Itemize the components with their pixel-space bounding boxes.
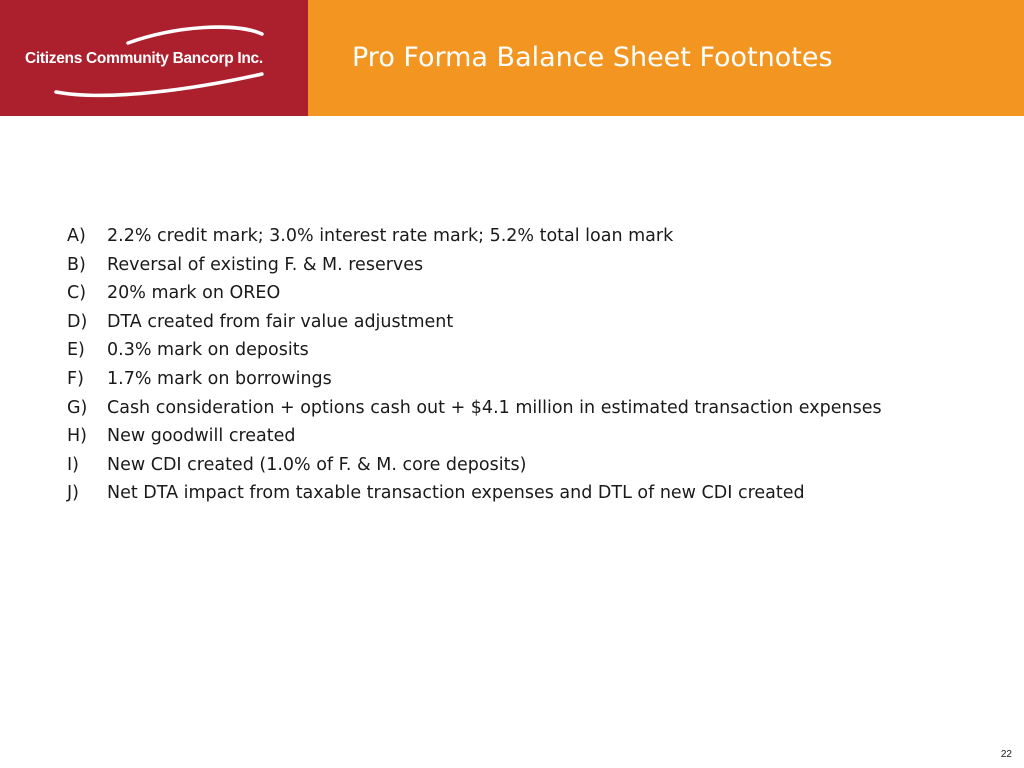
footnote-item — [67, 279, 882, 308]
footnote-list — [67, 222, 882, 508]
footnote-item — [67, 394, 882, 423]
footnote-text: DTA created from fair value adjustment — [107, 311, 454, 332]
footnote-item — [67, 451, 882, 480]
page-title: Pro Forma Balance Sheet Footnotes — [352, 42, 833, 73]
footnote-text: Reversal of existing F. & M. reserves — [107, 254, 424, 275]
footnote-letter: E) — [67, 340, 85, 361]
footnote-text: Cash consideration + options cash out + $4.1 million in estimated transaction expenses — [107, 397, 882, 418]
footnote-letter: D) — [67, 311, 88, 332]
footnote-text: 20% mark on OREO — [107, 283, 281, 304]
footnote-letter: F) — [67, 368, 84, 389]
footnote-item — [67, 479, 882, 508]
footnote-item — [67, 422, 882, 451]
footnote-letter: G) — [67, 397, 88, 418]
footnote-item — [67, 308, 882, 337]
footnote-letter: H) — [67, 426, 87, 447]
footnote-letter: C) — [67, 283, 87, 304]
logo-wordmark: Citizens Community Bancorp Inc. — [25, 50, 263, 67]
footnote-letter: J) — [67, 483, 79, 504]
slide-header — [0, 0, 1024, 116]
footnote-item — [67, 365, 882, 394]
footnote-text: 1.7% mark on borrowings — [107, 368, 332, 389]
page-number: 22 — [1000, 749, 1012, 760]
footnote-item — [67, 251, 882, 280]
footnote-text: Net DTA impact from taxable transaction expenses and DTL of new CDI created — [107, 483, 805, 504]
footnote-text: New CDI created (1.0% of F. & M. core deposits) — [107, 454, 527, 475]
footnote-text: New goodwill created — [107, 426, 296, 447]
footnote-item — [67, 336, 882, 365]
title-banner — [308, 0, 1024, 116]
footnote-text: 0.3% mark on deposits — [107, 340, 309, 361]
footnote-letter: B) — [67, 254, 86, 275]
footnote-text: 2.2% credit mark; 3.0% interest rate mark; 5.2% total loan mark — [107, 226, 674, 246]
footnote-letter: I) — [67, 454, 79, 475]
footnote-item — [67, 222, 882, 251]
footnote-letter: A) — [67, 226, 86, 246]
company-logo — [0, 0, 308, 116]
